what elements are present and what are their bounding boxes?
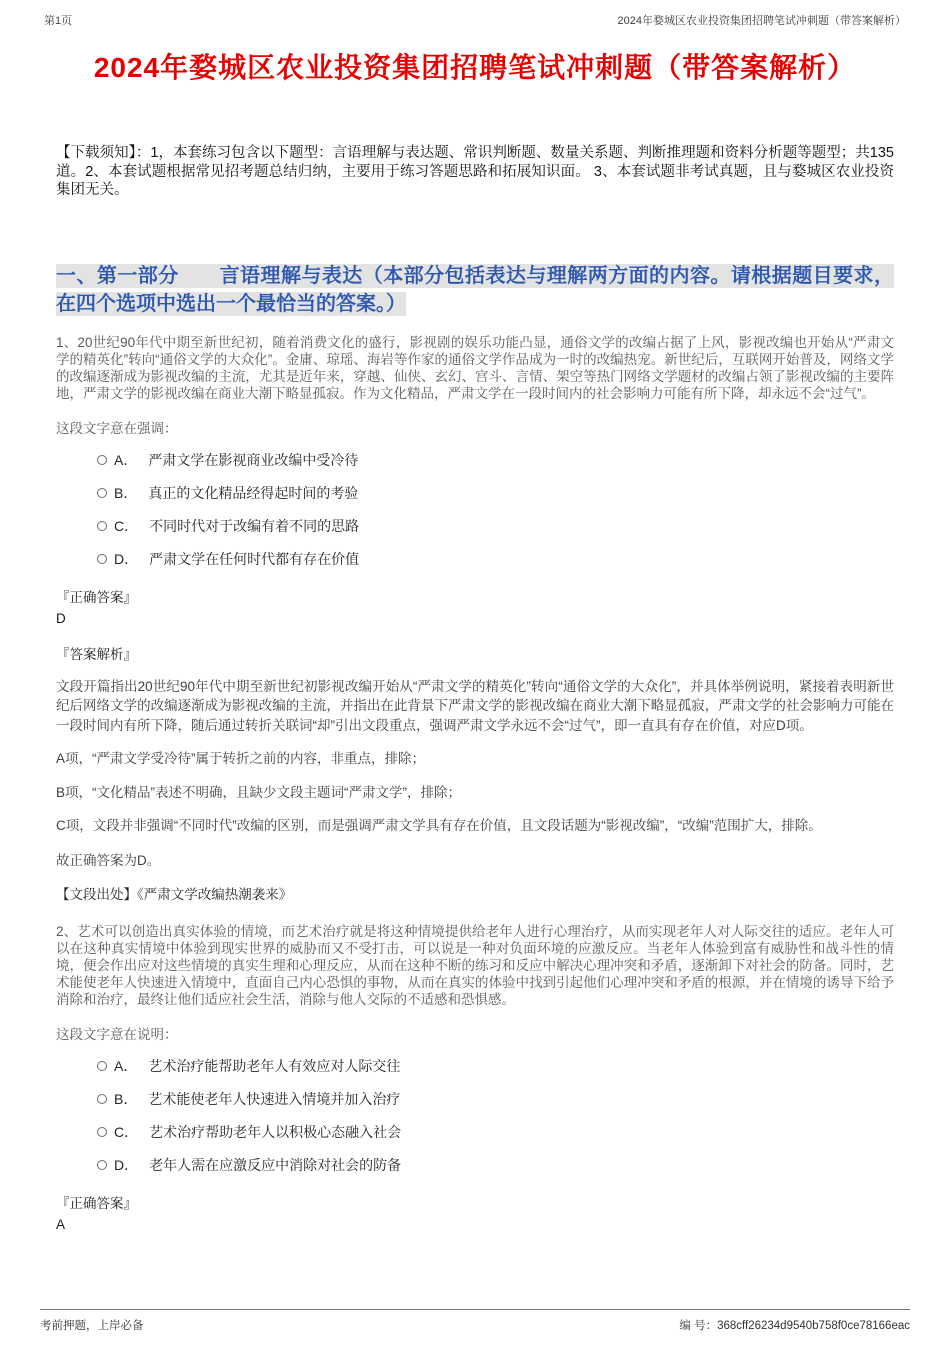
option-label: A． — [114, 1058, 138, 1074]
radio-icon[interactable] — [97, 1094, 107, 1104]
section-heading — [56, 262, 894, 318]
question-prompt: 这段文字意在说明： — [56, 1027, 178, 1042]
option-label: D． — [114, 550, 139, 567]
option-text: 艺术能使老年人快速进入情境并加入治疗 — [148, 1091, 401, 1107]
radio-icon[interactable] — [97, 488, 107, 498]
correct-answer-label: 『正确答案』 — [56, 1196, 137, 1211]
question-block-1 — [56, 334, 894, 904]
radio-icon[interactable] — [97, 521, 107, 531]
header-doc-title: 2024年婺城区农业投资集团招聘笔试冲刺题（带答案解析） — [617, 15, 906, 27]
analysis-label: 『答案解析』 — [56, 646, 137, 662]
option-text: 严肃文学在任何时代都有存在价值 — [149, 550, 360, 567]
analysis-conclusion: 故正确答案为D。 — [56, 852, 161, 868]
correct-answer-value: A — [56, 1217, 66, 1232]
radio-icon[interactable] — [97, 1127, 107, 1137]
option-text: 艺术治疗帮助老年人以积极心态融入社会 — [149, 1124, 402, 1140]
analysis-paragraph: C项，文段并非强调“不同时代”改编的区别，而是强调严肃文学具有存在价值，且文段话题为“影视改编”，“改编”范围扩大，排除。 — [56, 818, 822, 833]
option-label: B． — [114, 1091, 138, 1107]
option-label: C． — [114, 1124, 139, 1140]
page-footer — [40, 1309, 910, 1333]
analysis-paragraph: B项，“文化精品”表述不明确，且缺少文段主题词“严肃文学”，排除； — [56, 784, 461, 800]
option-row[interactable] — [97, 1155, 894, 1175]
option-label: B． — [114, 484, 138, 501]
option-text: 不同时代对于改编有着不同的思路 — [149, 517, 360, 534]
options-group — [56, 450, 894, 569]
options-group — [56, 1056, 894, 1175]
question-block-2 — [56, 923, 894, 1232]
option-row[interactable] — [97, 549, 894, 569]
passage-source: 【文段出处】《严肃文学改编热潮袭来》 — [56, 887, 293, 902]
correct-answer-value: D — [56, 610, 66, 626]
download-notice: 【下载须知】：1，本套练习包含以下题型：言语理解与表达题、常识判断题、数量关系题、判断推理题和资料分析题等题型；共135道。2、本套试题根据常见招考题总结归纳，主要用于练习答题思路和拓展知识面。 3、本套试题非考试真题，且与婺城区农业投资集团无关。 — [56, 145, 894, 198]
radio-icon[interactable] — [97, 1160, 107, 1170]
option-text: 老年人需在应激反应中消除对社会的防备 — [149, 1157, 402, 1173]
document-title: 2024年婺城区农业投资集团招聘笔试冲刺题（带答案解析） — [93, 52, 857, 83]
page-header — [44, 12, 906, 28]
option-text: 艺术治疗能帮助老年人有效应对人际交往 — [148, 1058, 401, 1074]
option-label: C． — [114, 517, 139, 534]
option-label: A． — [114, 451, 138, 468]
radio-icon[interactable] — [97, 455, 107, 465]
analysis-paragraph: 文段开篇指出20世纪90年代中期至新世纪初影视改编开始从“严肃文学的精英化”转向“通俗文学的大众化”，并具体举例说明，紧接着表明新世纪后网络文学的改编逐渐成为影视改编的主流，并指出在此背景下严肃文学的影视改编在商业大潮下略显孤寂，严肃文学的社会影响力可能在一段时间内有所下降，随后通过转折关联词“却”引出文段重点，强调严肃文学永远不会“过气”，即一直具有存在价值，对应D项。 — [56, 678, 894, 733]
option-row[interactable] — [97, 1056, 894, 1076]
option-row[interactable] — [97, 1122, 894, 1142]
option-label: D． — [114, 1157, 139, 1173]
question-prompt: 这段文字意在强调： — [56, 420, 178, 436]
analysis-paragraph: A项，“严肃文学受冷待”属于转折之前的内容，非重点，排除； — [56, 751, 425, 766]
radio-icon[interactable] — [97, 1061, 107, 1071]
option-row[interactable] — [97, 1089, 894, 1109]
question-stem: 1、20世纪90年代中期至新世纪初，随着消费文化的盛行，影视剧的娱乐功能凸显，通俗文学的改编占据了上风，影视改编也开始从“严肃文学的精英化”转向“通俗文学的大众化”。金庸、琼瑶、海岩等作家的通俗文学作品成为一时的改编热宠。新世纪后，互联网开始普及，网络文学的改编逐渐成为影视改编的主流，尤其是近年来，穿越、仙侠、玄幻、宫斗、言情、架空等热门网络文学题材的改编占领了影视改编的主要阵地，严肃文学的影视改编在商业大潮下略显孤寂。作为文化精品，严肃文学在一段时间内的社会影响力可能有所下降，却永远不会“过气”。 — [56, 334, 894, 401]
option-row[interactable] — [97, 483, 894, 503]
question-stem: 2、艺术可以创造出真实体验的情境，而艺术治疗就是将这种情境提供给老年人进行心理治疗，从而实现老年人对人际交往的适应。老年人可以在这种真实情境中体验到现实世界的威胁而又不受打击，可以说是一种对负面环境的应激反应。当老年人体验到富有威胁性和战斗性的情境，便会作出应对这些情境的真实生理和心理反应，从而在这种不断的练习和反应中解决心理冲突和矛盾，逐渐卸下对社会的防备。同时，艺术能使老年人快速进入情境中，直面自己内心恐惧的事物，从而在真实的体验中找到引起他们心理冲突和矛盾的根源，并在情境的诱导下给予消除和治疗，最终让他们适应社会生活，消除与他人交际的不适感和恐惧感。 — [56, 924, 894, 1007]
footer-slogan: 考前押题，上岸必备 — [40, 1320, 144, 1332]
option-text: 严肃文学在影视商业改编中受冷待 — [148, 451, 359, 468]
radio-icon[interactable] — [97, 554, 107, 564]
page-number: 第1页 — [44, 15, 73, 27]
section-heading-text: 一、第一部分 言语理解与表达（本部分包括表达与理解两方面的内容。请根据题目要求，在四个选项中选出一个最恰当的答案。） — [56, 264, 894, 315]
footer-serial-number: 编 号：368cff26234d9540b758f0ce78166eac — [679, 1320, 910, 1332]
correct-answer-label: 『正确答案』 — [56, 589, 137, 605]
option-row[interactable] — [97, 450, 894, 470]
option-text: 真正的文化精品经得起时间的考验 — [148, 484, 359, 501]
option-row[interactable] — [97, 516, 894, 536]
